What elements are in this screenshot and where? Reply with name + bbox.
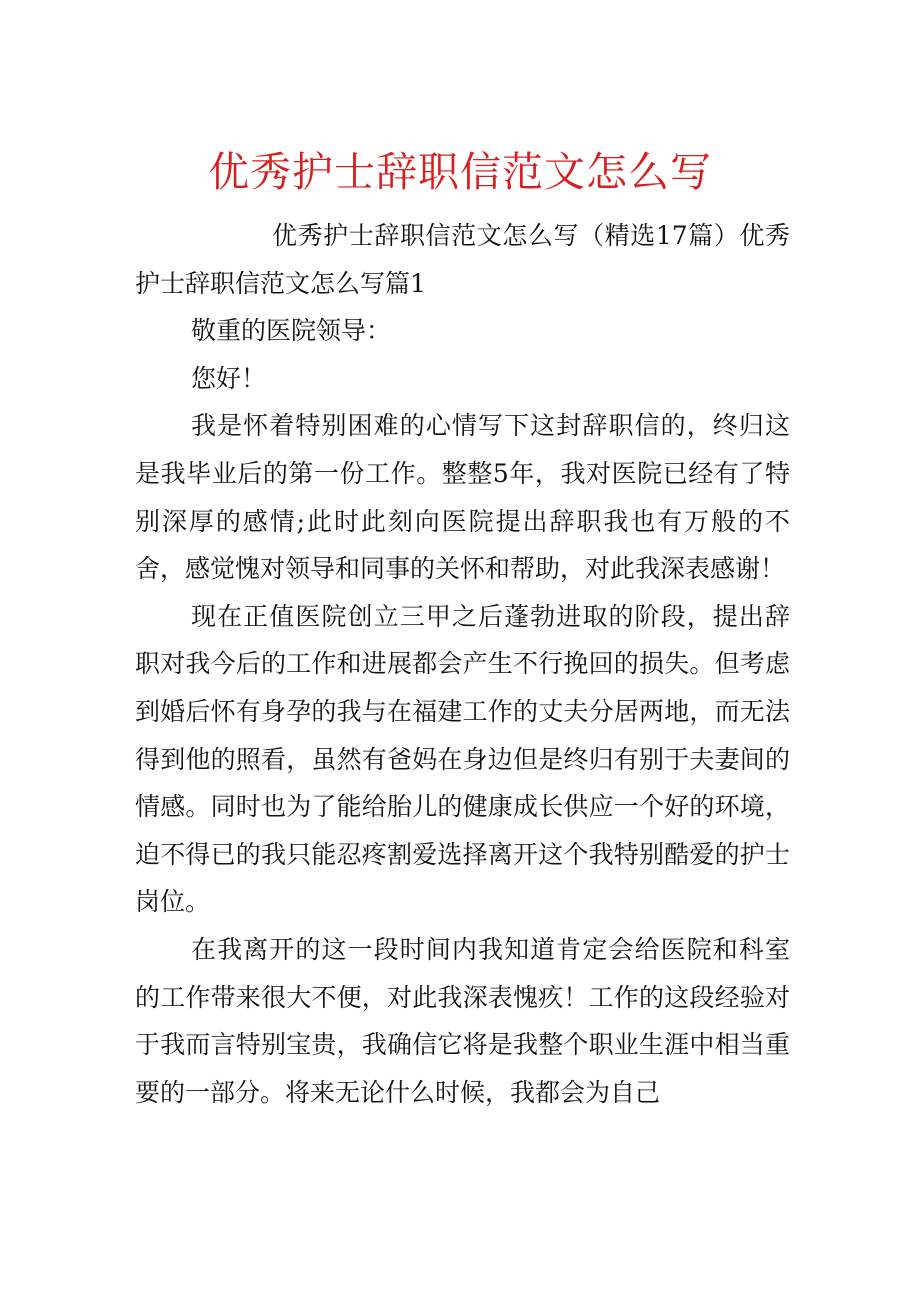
body-paragraph: 我是怀着特别困难的心情写下这封辞职信的，终归这是我毕业后的第一份工作。整整5年，我对医院已经有了特别深厚的感情;此时此刻向医院提出辞职我也有万般的不舍，感觉愧对领导和同事的关怀和帮助，对此我深表感谢！ (135, 411, 790, 584)
salutation: 敬重的医院领导： (191, 316, 392, 346)
intro-paragraph: 优秀护士辞职信范文怎么写（精选17篇）优秀护士辞职信范文怎么写篇1 (135, 221, 790, 298)
document-body (135, 212, 790, 1116)
document-title: 优秀护士辞职信范文怎么写 (208, 148, 712, 196)
body-paragraph: 在我离开的这一段时间内我知道肯定会给医院和科室的工作带来很大不便，对此我深表愧疚！工作的这段经验对于我而言特别宝贵，我确信它将是我整个职业生涯中相当重要的一部分。将来无论什么时候，我都会为自己 (135, 934, 790, 1107)
greeting: 您好！ (191, 363, 267, 393)
body-paragraph: 现在正值医院创立三甲之后蓬勃进取的阶段，提出辞职对我今后的工作和进展都会产生不行挽回的损失。但考虑到婚后怀有身孕的我与在福建工作的丈夫分居两地，而无法得到他的照看，虽然有爸妈在身边但是终归有别于夫妻间的情感。同时也为了能给胎儿的健康成长供应一个好的环境，迫不得已的我只能忍疼割爱选择离开这个我特别酷爱的护士岗位。 (135, 601, 790, 917)
